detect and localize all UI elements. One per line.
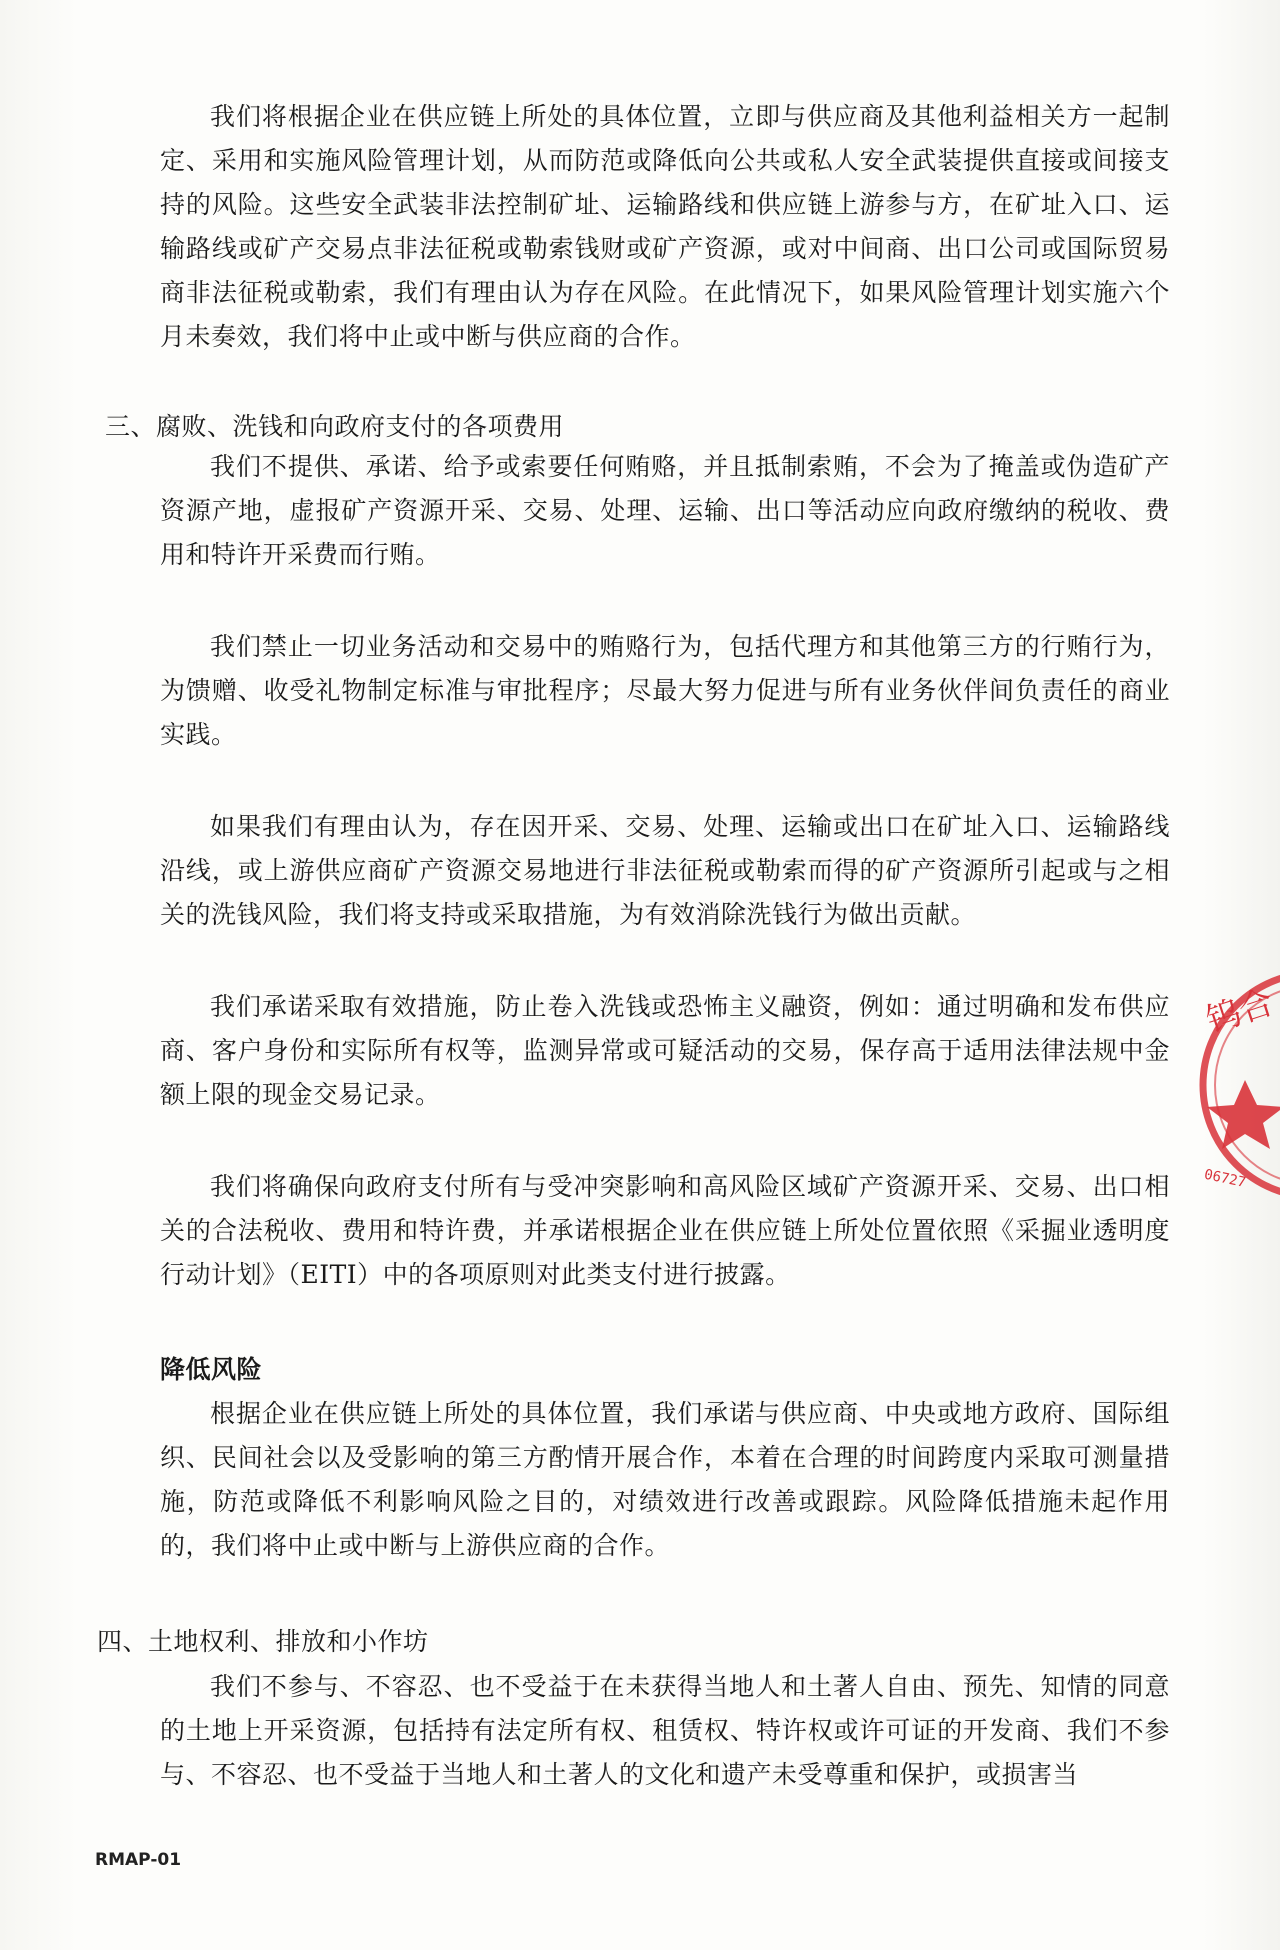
- company-seal-stamp: [1195, 965, 1280, 1205]
- seal-partial-code: 06727: [1202, 1166, 1248, 1192]
- paragraph-risk-management-plan: 我们将根据企业在供应链上所处的具体位置，立即与供应商及其他利益相关方一起制定、采用和实施风险管理计划，从而防范或降低向公共或私人安全武装提供直接或间接支持的风险。这些安全武装非法控制矿址、运输路线和供应链上游参与方，在矿址入口、运输路线或矿产交易点非法征税或勒索钱财或矿产资源，或对中间商、出口公司或国际贸易商非法征税或勒索，我们有理由认为存在风险。在此情况下，如果风险管理计划实施六个月未奏效，我们将中止或中断与供应商的合作。: [160, 102, 1170, 351]
- heading-section-4: 四、土地权利、排放和小作坊: [97, 1627, 429, 1656]
- paragraph-eiti-disclosure: 我们将确保向政府支付所有与受冲突影响和高风险区域矿产资源开采、交易、出口相关的合法税收、费用和特许费，并承诺根据企业在供应链上所处位置依照《采掘业透明度行动计划》（EITI）中的各项原则对此类支付进行披露。: [160, 1172, 1170, 1289]
- paragraph-land-rights: 我们不参与、不容忍、也不受益于在未获得当地人和土著人自由、预先、知情的同意的土地上开采资源，包括持有法定所有权、租赁权、特许权或许可证的开发商、我们不参与、不容忍、也不受益于当地人和土著人的文化和遗产未受尊重和保护，或损害当: [160, 1672, 1170, 1789]
- heading-section-3: 三、腐败、洗钱和向政府支付的各项费用: [105, 412, 565, 441]
- seal-partial-text: 钨合: [1201, 982, 1279, 1042]
- paragraph-money-laundering-risk: 如果我们有理由认为，存在因开采、交易、处理、运输或出口在矿址入口、运输路线沿线，或上游供应商矿产资源交易地进行非法征税或勒索而得的矿产资源所引起或与之相关的洗钱风险，我们将支持或采取措施，为有效消除洗钱行为做出贡献。: [160, 812, 1170, 929]
- paragraph-no-bribery: 我们不提供、承诺、给予或索要任何贿赂，并且抵制索贿，不会为了掩盖或伪造矿产资源产地，虚报矿产资源开采、交易、处理、运输、出口等活动应向政府缴纳的税收、费用和特许开采费而行贿。: [160, 452, 1170, 569]
- paragraph-prohibit-bribery: 我们禁止一切业务活动和交易中的贿赂行为，包括代理方和其他第三方的行贿行为，为馈赠、收受礼物制定标准与审批程序；尽最大努力促进与所有业务伙伴间负责任的商业实践。: [160, 632, 1170, 749]
- heading-risk-mitigation: 降低风险: [160, 1355, 263, 1384]
- paragraph-anti-terror-financing: 我们承诺采取有效措施，防止卷入洗钱或恐怖主义融资，例如：通过明确和发布供应商、客户身份和实际所有权等，监测异常或可疑活动的交易，保存高于适用法律法规中金额上限的现金交易记录。: [160, 992, 1170, 1109]
- document-code: RMAP-01: [95, 1850, 182, 1870]
- paragraph-risk-mitigation: 根据企业在供应链上所处的具体位置，我们承诺与供应商、中央或地方政府、国际组织、民间社会以及受影响的第三方酌情开展合作，本着在合理的时间跨度内采取可测量措施，防范或降低不利影响风险之目的，对绩效进行改善或跟踪。风险降低措施未起作用的，我们将中止或中断与上游供应商的合作。: [160, 1399, 1170, 1560]
